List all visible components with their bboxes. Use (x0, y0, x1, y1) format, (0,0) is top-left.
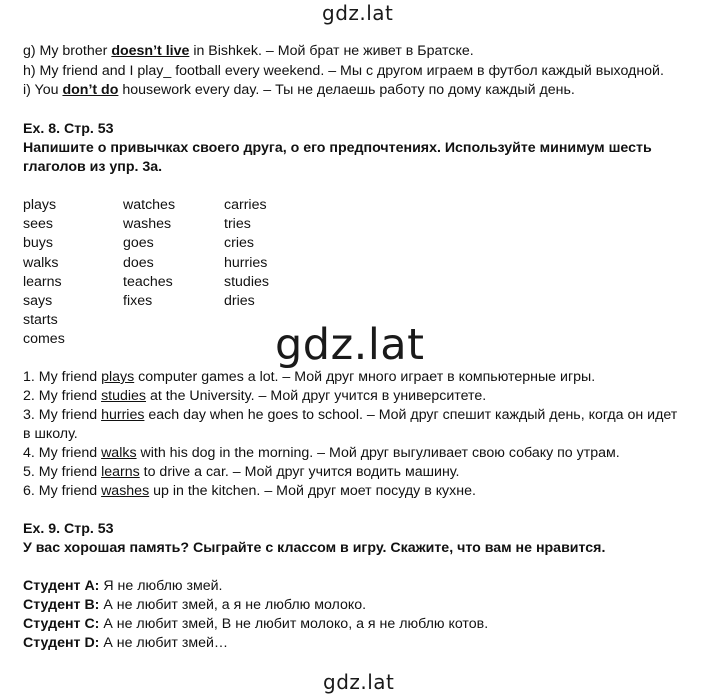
sentence-4 (23, 445, 620, 462)
dialog-line-c (23, 616, 488, 633)
ex8-title: Ex. 8. Стр. 53 (23, 121, 114, 137)
sentence-verb: hurries (101, 407, 145, 423)
watermark-top: gdz.lat (322, 1, 394, 25)
line-g-prefix: g) My brother (23, 43, 112, 59)
sentence-3-continued: в школу. (23, 426, 78, 442)
verb-item: walks (23, 254, 59, 271)
line-g-suffix: in Bishkek. – Мой брат не живет в Братске. (189, 43, 474, 59)
sentence-suffix: with his dog in the morning. – Мой друг выгуливает свою собаку по утрам. (136, 445, 620, 461)
sentence-1 (23, 369, 595, 386)
verb-item: says (23, 292, 53, 309)
watermark-bottom: gdz.lat (323, 670, 395, 694)
verb-item: teaches (123, 273, 173, 290)
dialog-text: Я не люблю змей. (99, 578, 223, 594)
verb-item: starts (23, 312, 58, 329)
line-i-marked: don’t do (62, 82, 119, 98)
sentence-verb: plays (101, 369, 135, 385)
verb-item: hurries (224, 254, 268, 271)
dialog-text: А не любит змей… (99, 635, 229, 651)
sentence-verb: learns (101, 464, 140, 480)
verb-item: fixes (123, 292, 153, 309)
dialog-speaker: Студент D: (23, 635, 100, 651)
verb-column-2 (123, 196, 175, 311)
ex8-task-line2: глаголов из упр. 3а. (23, 159, 163, 175)
ex9-title: Ex. 9. Стр. 53 (23, 521, 114, 537)
sentence-suffix: computer games a lot. – Мой друг много играет в компьютерные игры. (134, 369, 596, 385)
sentence-prefix: 2. My friend (23, 388, 102, 404)
line-i-prefix: i) You (23, 82, 63, 98)
line-h: h) My friend and I play_ football every weekend. – Мы с другом играем в футбол каждый выходной. (23, 63, 664, 79)
sentence-prefix: 3. My friend (23, 407, 102, 423)
verb-item: plays (23, 197, 57, 213)
verb-item: sees (23, 216, 53, 233)
sentence-suffix: each day when he goes to school. – Мой друг спешит каждый день, когда он идет (144, 407, 678, 423)
dialog-text: А не любит змей, В не любит молоко, а я не люблю котов. (99, 616, 489, 632)
sentence-verb: walks (101, 445, 137, 461)
sentence-6 (23, 483, 476, 500)
sentence-2 (23, 388, 486, 405)
verb-item: washes (123, 216, 172, 233)
verb-item: learns (23, 273, 62, 290)
sentence-prefix: 1. My friend (23, 369, 102, 385)
sentence-suffix: to drive a car. – Мой друг учится водить машину. (139, 464, 460, 480)
ex8-task-line1: Напишите о привычках своего друга, о его предпочтениях. Используйте минимум шесть (23, 140, 652, 156)
dialog-text: А не любит змей, а я не люблю молоко. (99, 597, 367, 613)
verb-column-1 (23, 196, 65, 350)
ex9-task: У вас хорошая память? Сыграйте с классом в игру. Скажите, что вам не нравится. (23, 540, 606, 556)
line-g (23, 43, 474, 60)
verb-item: dries (224, 292, 255, 309)
verb-item: buys (23, 235, 53, 252)
sentence-3 (23, 407, 677, 424)
dialog-line-b (23, 597, 366, 614)
line-g-marked: doesn’t live (111, 43, 190, 59)
sentence-suffix: up in the kitchen. – Мой друг моет посуду в кухне. (149, 483, 476, 499)
verb-item: tries (224, 216, 251, 233)
sentence-prefix: 5. My friend (23, 464, 102, 480)
verb-item: goes (123, 235, 154, 252)
line-i (23, 82, 575, 99)
verb-item: does (123, 254, 154, 271)
dialog-line-d (23, 635, 228, 652)
sentence-prefix: 4. My friend (23, 445, 102, 461)
sentence-prefix: 6. My friend (23, 483, 102, 499)
sentence-5 (23, 464, 459, 481)
sentence-suffix: at the University. – Мой друг учится в университете. (146, 388, 487, 404)
verb-column-3 (224, 196, 269, 311)
sentence-verb: washes (101, 483, 150, 499)
sentence-verb: studies (101, 388, 147, 404)
dialog-speaker: Студент В: (23, 597, 100, 613)
dialog-speaker: Студент А: (23, 578, 100, 594)
line-i-suffix: housework every day. – Ты не делаешь работу по дому каждый день. (118, 82, 575, 98)
verb-item: watches (123, 197, 176, 213)
verb-item: comes (23, 331, 65, 348)
dialog-speaker: Студент С: (23, 616, 100, 632)
dialog-line-a (23, 578, 223, 595)
verb-item: carries (224, 197, 267, 213)
watermark-center: gdz.lat (275, 320, 425, 370)
verb-item: cries (224, 235, 254, 252)
verb-item: studies (224, 273, 269, 290)
